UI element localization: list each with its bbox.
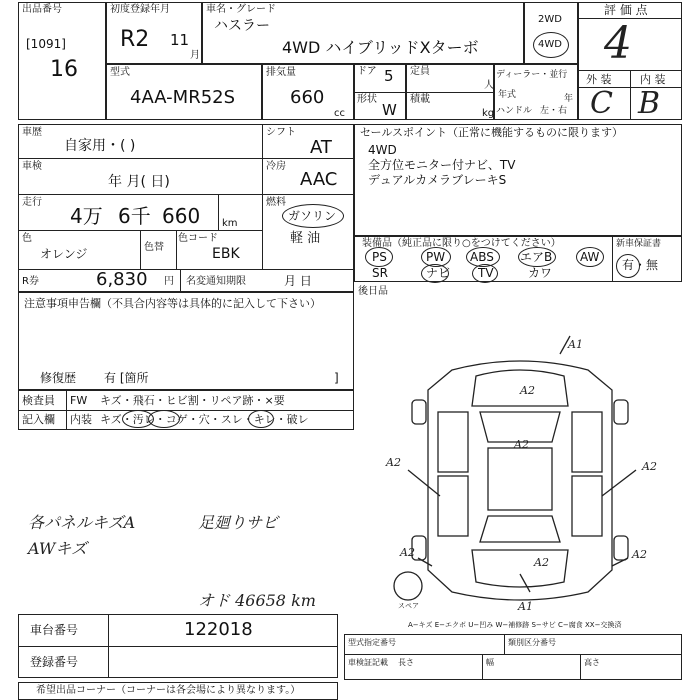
displacement-value: 660 <box>290 87 325 108</box>
lot-code: [1091] <box>26 37 66 51</box>
year-unit: 年 <box>564 94 574 104</box>
hand-note-odo: オド 46658 km <box>198 591 316 610</box>
manual-circle-icon <box>616 254 640 278</box>
recycle-value: 6,830 <box>96 269 148 290</box>
equip-pw: PW <box>426 250 446 264</box>
grade-value: 4 <box>604 18 632 69</box>
equipment-label: 装備品（純正品に限り○をつけてください） <box>362 238 561 249</box>
mileage-rest: 660 <box>162 204 201 228</box>
hand-note-1: 各パネルキズA <box>28 513 136 532</box>
damage-legend: A−キズ E−エクボ U−凹み W−補修跡 S−サビ C−腐食 XX−交換済 <box>408 621 622 629</box>
color-label: 色 <box>22 233 32 244</box>
inspection-label: 車検 <box>22 161 42 172</box>
mark-right-rear: A2 <box>632 548 647 561</box>
inspection-value: 年 月( 日) <box>108 174 170 190</box>
model-label: 型式 <box>110 67 130 78</box>
mark-left: A2 <box>386 456 401 469</box>
car-grade: 4WD ハイブリッドXターボ <box>282 38 479 57</box>
inspector-row2-tag: 内装 <box>70 413 92 426</box>
equip-abs: ABS <box>470 250 494 264</box>
handle-opts: 左・右 <box>540 106 568 116</box>
left-rear-door <box>438 476 468 536</box>
right-rear-door <box>572 476 602 536</box>
rear-window-panel <box>480 516 560 542</box>
color-change-label: 色替 <box>144 242 164 253</box>
hand-note-3: 足廻りサビ <box>198 513 279 532</box>
chassis-label: 車台番号 <box>30 623 79 637</box>
equip-airbag: エアB <box>520 250 553 264</box>
equip-tv-circle-icon <box>472 264 498 283</box>
equip-aw-circle-icon <box>576 247 604 267</box>
color-value: オレンジ <box>40 247 88 261</box>
usage-label: 車歴 <box>22 127 42 138</box>
mileage-label: 走行 <box>22 197 42 208</box>
color-code-label: 色コード <box>178 233 218 244</box>
left-front-door <box>438 412 468 472</box>
first-reg-month-unit: 月 <box>190 50 200 61</box>
wheel-rr <box>614 536 628 560</box>
notes-label: 注意事項申告欄（不具合内容等は具体的に記入して下さい） <box>24 297 321 310</box>
mark-hood: A2 <box>520 384 535 397</box>
registration-label: 登録番号 <box>30 655 79 669</box>
rear-panel <box>472 550 568 587</box>
displacement-label: 排気量 <box>266 67 296 78</box>
dealer-label: ディーラー・並行 <box>496 70 568 80</box>
roof-panel <box>488 448 552 510</box>
mark-right: A2 <box>642 460 657 473</box>
right-front-door <box>572 412 602 472</box>
shape-label: 形状 <box>357 94 377 105</box>
cert-label: 車検証記載 <box>348 658 388 667</box>
length-label: 長さ <box>398 658 414 667</box>
equip-leather: カワ <box>528 266 553 280</box>
doors-value: 5 <box>384 67 394 85</box>
repair-label: 修復歴 <box>40 371 77 385</box>
capacity-label: 定員 <box>410 66 430 77</box>
inspector-label-1: 検査員 <box>22 394 55 407</box>
width-label: 幅 <box>486 658 494 667</box>
car-name: ハスラー <box>214 18 270 34</box>
handle-label: ハンドル <box>496 106 533 116</box>
wheel-fr <box>614 400 628 424</box>
mark-left-rear: A2 <box>400 546 415 559</box>
grade-int-label: 内 装 <box>640 73 666 86</box>
fuel-diesel: 軽 油 <box>290 231 321 246</box>
chassis-value: 122018 <box>184 619 253 640</box>
name-change-value: 月 日 <box>284 274 312 288</box>
aircon-label: 冷房 <box>266 161 286 172</box>
inspector-row1-tag: FW <box>70 394 88 407</box>
grade-label: 評 価 点 <box>604 3 648 17</box>
fuel-gas: ガソリン <box>288 209 337 223</box>
mark-rear: A1 <box>518 600 533 613</box>
wear-circle-icon <box>248 410 274 428</box>
grade-int: B <box>638 86 661 121</box>
drive-value: 4WD <box>538 39 562 50</box>
mark-front: A1 <box>568 338 583 351</box>
drive-label: 2WD <box>538 14 562 25</box>
fuel-circle-icon <box>282 204 344 228</box>
repair-close: ] <box>334 371 339 385</box>
mark-rear-panel: A2 <box>534 556 549 569</box>
recycle-label: R券 <box>22 276 39 287</box>
displacement-unit: cc <box>334 108 345 119</box>
grade-ext-label: 外 装 <box>586 73 612 86</box>
mileage-unit: km <box>222 218 238 229</box>
sales-points-label: セールスポイント（正常に機能するものに限ります） <box>360 126 624 139</box>
first-reg-month: 11 <box>170 31 190 49</box>
wheel-fl <box>412 400 426 424</box>
year-label: 年式 <box>498 90 517 100</box>
shift-label: シフト <box>266 127 296 138</box>
equip-sr: SR <box>372 266 388 280</box>
inspector-label-2: 記入欄 <box>22 413 55 426</box>
lot-label: 出品番号 <box>22 4 62 15</box>
repair-value: 有 [箇所 <box>104 371 149 385</box>
equip-navi-circle-icon <box>421 264 449 283</box>
name-change-label: 名変通知期限 <box>186 276 246 287</box>
equip-navi: ナビ <box>426 266 451 280</box>
equip-ps: PS <box>372 250 387 264</box>
color-code: EBK <box>212 246 240 262</box>
class-no-label: 類別区分番号 <box>508 638 556 647</box>
capacity-unit: 人 <box>484 80 494 91</box>
manual-opts: 有・無 <box>622 258 659 272</box>
stain-circle-icon <box>148 410 180 428</box>
car-damage-diagram <box>380 330 680 630</box>
equip-airbag-circle-icon <box>518 247 556 267</box>
footer-label: 希望出品コーナー（コーナーは各会場により異なります。） <box>36 685 301 696</box>
mark-roof: A2 <box>514 438 529 451</box>
manual-label: 新車保証書 <box>616 239 662 249</box>
first-reg-era: R2 <box>120 27 150 52</box>
hand-note-2: AWキズ <box>28 539 88 558</box>
aircon-value: AAC <box>300 169 338 190</box>
equip-ps-circle-icon <box>365 247 393 267</box>
fuel-label: 燃料 <box>266 197 286 208</box>
grade-ext: C <box>590 86 613 121</box>
inspector-row1: キズ・飛石・ヒビ割・リペア跡・×要 <box>100 394 285 407</box>
shift-value: AT <box>310 137 332 158</box>
mileage-sen: 6千 <box>118 204 151 228</box>
sales-point-3: デュアルカメラブレーキS <box>368 173 507 187</box>
spare-label: スペア <box>398 602 419 610</box>
model-value: 4AA-MR52S <box>130 87 236 108</box>
type-no-label: 型式指定番号 <box>348 638 396 647</box>
height-label: 高さ <box>584 658 600 667</box>
equip-tv: TV <box>478 266 494 280</box>
shape-value: W <box>382 101 397 119</box>
doors-label: ドア <box>357 66 377 77</box>
equip-aw: AW <box>580 250 600 264</box>
sales-point-2: 全方位モニター付ナビ、TV <box>368 158 516 172</box>
usage-value: 自家用・( ) <box>64 138 136 154</box>
lot-number: 16 <box>50 57 78 82</box>
load-label: 積載 <box>410 94 430 105</box>
car-name-label: 車名・グレード <box>206 4 276 15</box>
sales-point-1: 4WD <box>368 143 397 157</box>
recycle-unit: 円 <box>164 276 174 287</box>
inspector-row2: キズ・汚レ・コゲ・穴・スレ・キレ・破レ <box>100 413 309 426</box>
first-reg-label: 初度登録年月 <box>110 4 170 15</box>
mileage-man: 4万 <box>70 204 103 228</box>
load-unit: kg <box>482 108 495 119</box>
spare-tire-icon <box>394 572 422 600</box>
later-label: 後日品 <box>358 286 388 297</box>
